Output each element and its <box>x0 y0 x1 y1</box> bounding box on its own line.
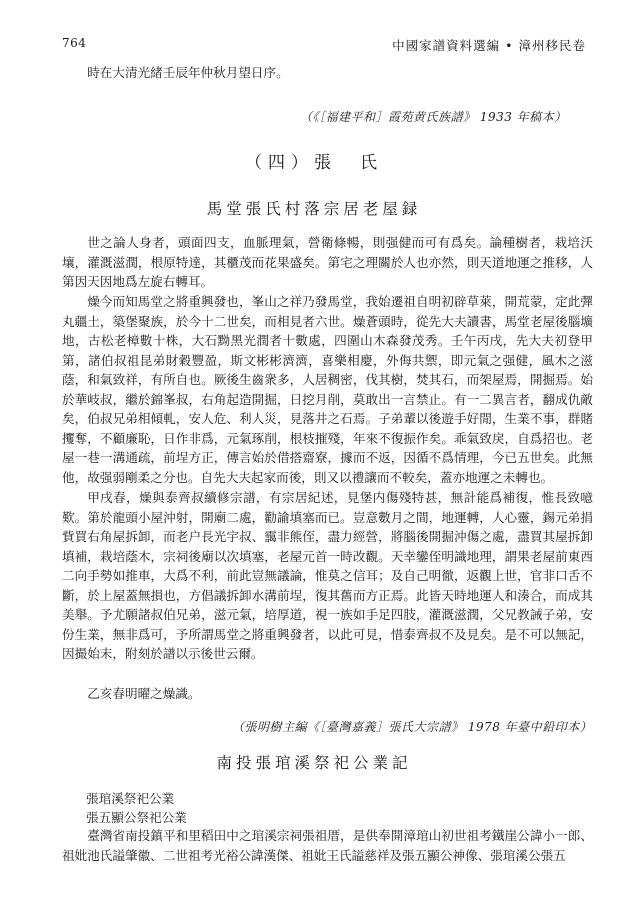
source-citation-2: （張明樹主編《［臺灣嘉義］張氏大宗譜》 1978 年臺中鉛印本） <box>232 720 593 734</box>
article-1-paragraph-3: 甲戌春，燥與泰齊叔續修宗譜，有宗居紀述，見堡内傷殘特甚，無計能爲補復，惟長致噫歎。第於龍頭小屋沖射，開廟二處，勸諭填塞而已。豈意數月之間，地運轉，人心靈，錫元弟捐貲買右角屋拆卸，而老户長光宇叔、靄非熊侄，盡力經營，將腦後開掘沖傷之處，盡買其屋拆卸填補，栽培蔭木，宗祠後廟以次填塞，老屋元首一時改觀。天幸鑾侄明識地理，謂果老屋前東西二向手勢如推車，大爲不利，前此豈無議論，惟莫之信耳；及自己明徹，返觀上世，官非口舌不斷，於上屋蓋無損也，方倡議拆卸水溝前埕，復其舊而方正焉。此皆天時地運人和湊合，而成其美舉。予尤願諸叔伯兄弟，滋元氣，培厚道，視一族如手足四肢，灌溉滋潤，父兄教誡子弟，安份生業，無非爲可，予所謂馬堂之將重興發者，以此可見，惜泰齊叔不及見矣。是不可以無記，因撮始末，附刻於譜以示後世云爾。 <box>62 490 593 661</box>
article-title-1: 馬堂張氏村落宗居老屋録 <box>206 200 422 218</box>
estate-line-2: 張五顯公祭祀公業 <box>86 810 187 825</box>
page-header <box>0 0 628 52</box>
article-1-signature: 乙亥春明曜之燥識。 <box>87 686 201 701</box>
preface-closing: 時在大清光緒壬辰年仲秋月望日序。 <box>87 65 289 80</box>
section-heading: （四）張 氏 <box>245 153 383 173</box>
article-title-2: 南投張琯溪祭祀公業記 <box>216 754 412 772</box>
estate-line-1: 張琯溪祭祀公業 <box>86 791 175 806</box>
article-1-paragraph-1: 世之論人身者，頭面四支，血脈理氣，營衛條暢，則强健而可有爲矣。論種樹者，栽培沃壤，灌溉滋潤，根原特達，其櫃茂而花果盛矣。第宅之理關於人也亦然，則天道地運之推移，人第因天因地爲左旋右轉耳。 <box>62 235 593 289</box>
article-1-paragraph-2: 燥今而知馬堂之將重興發也，峯山之祥乃發馬堂，我始遷祖自明初辟草萊，開荒蒙，定此彈丸疆土，築堡聚族，於今十二世矣，而相見者六世。燥蒼頭時，從先大夫讀書，馬堂老屋後腦壙地，古松老樟數十株，大石黝黑光潤者十數處，四圍山木森發茂秀。壬午丙戌，先大夫初登甲第，諸伯叔祖昆弟財穀豐盈，斯文彬彬濟濟，喜樂相慶，外侮共禦，即元氣之强健，風木之滋蔭，和氣致祥，有所自也。厥後生齒衆多，人居稠密，伐其樹，焚其石，而架屋焉，開掘焉。始於華岐叔，繼於錦峯叔，右角起造開掘，日挖月削，莫敢出一言禁止。有一二異言者，翻成仇敵矣，伯叔兄弟相傾軋，安人危、利人災，見落井之石焉。子弟輩以後遊手好閒，生業不事，群賭攫奪，不顧廉恥，日作非爲，元氣琢削，根枝摧殘，年來不復振作矣。乖氣致戾，自爲招也。老屋一巷一溝通疏，前埕方正，傳言始於借搭齋寮，據而不返，因循不爲情理，今已五世矣。此無他，故强弱剛柔之分也。自先大夫起家而後，則又以禮讓而不較矣，蓋亦地運之未轉也。 <box>62 294 593 485</box>
running-head: 中國家譜資料選編 • 漳州移民卷 <box>392 38 586 53</box>
page-number: 764 <box>62 36 87 50</box>
article-2-paragraph: 臺灣省南投鎮平和里稻田中之琯溪宗祠張祖厝，是供奉開漳琯山初世祖考鐵崖公諱小一郎、祖妣池氏謚肇徽、二世祖考光裕公諱漢傑、祖妣王氏謚慈祥及張五顯公神像、張琯溪公張五 <box>62 828 593 863</box>
source-citation-1: （《［福建平和］霞苑黄氏族譜》 1933 年稿本） <box>300 110 567 124</box>
